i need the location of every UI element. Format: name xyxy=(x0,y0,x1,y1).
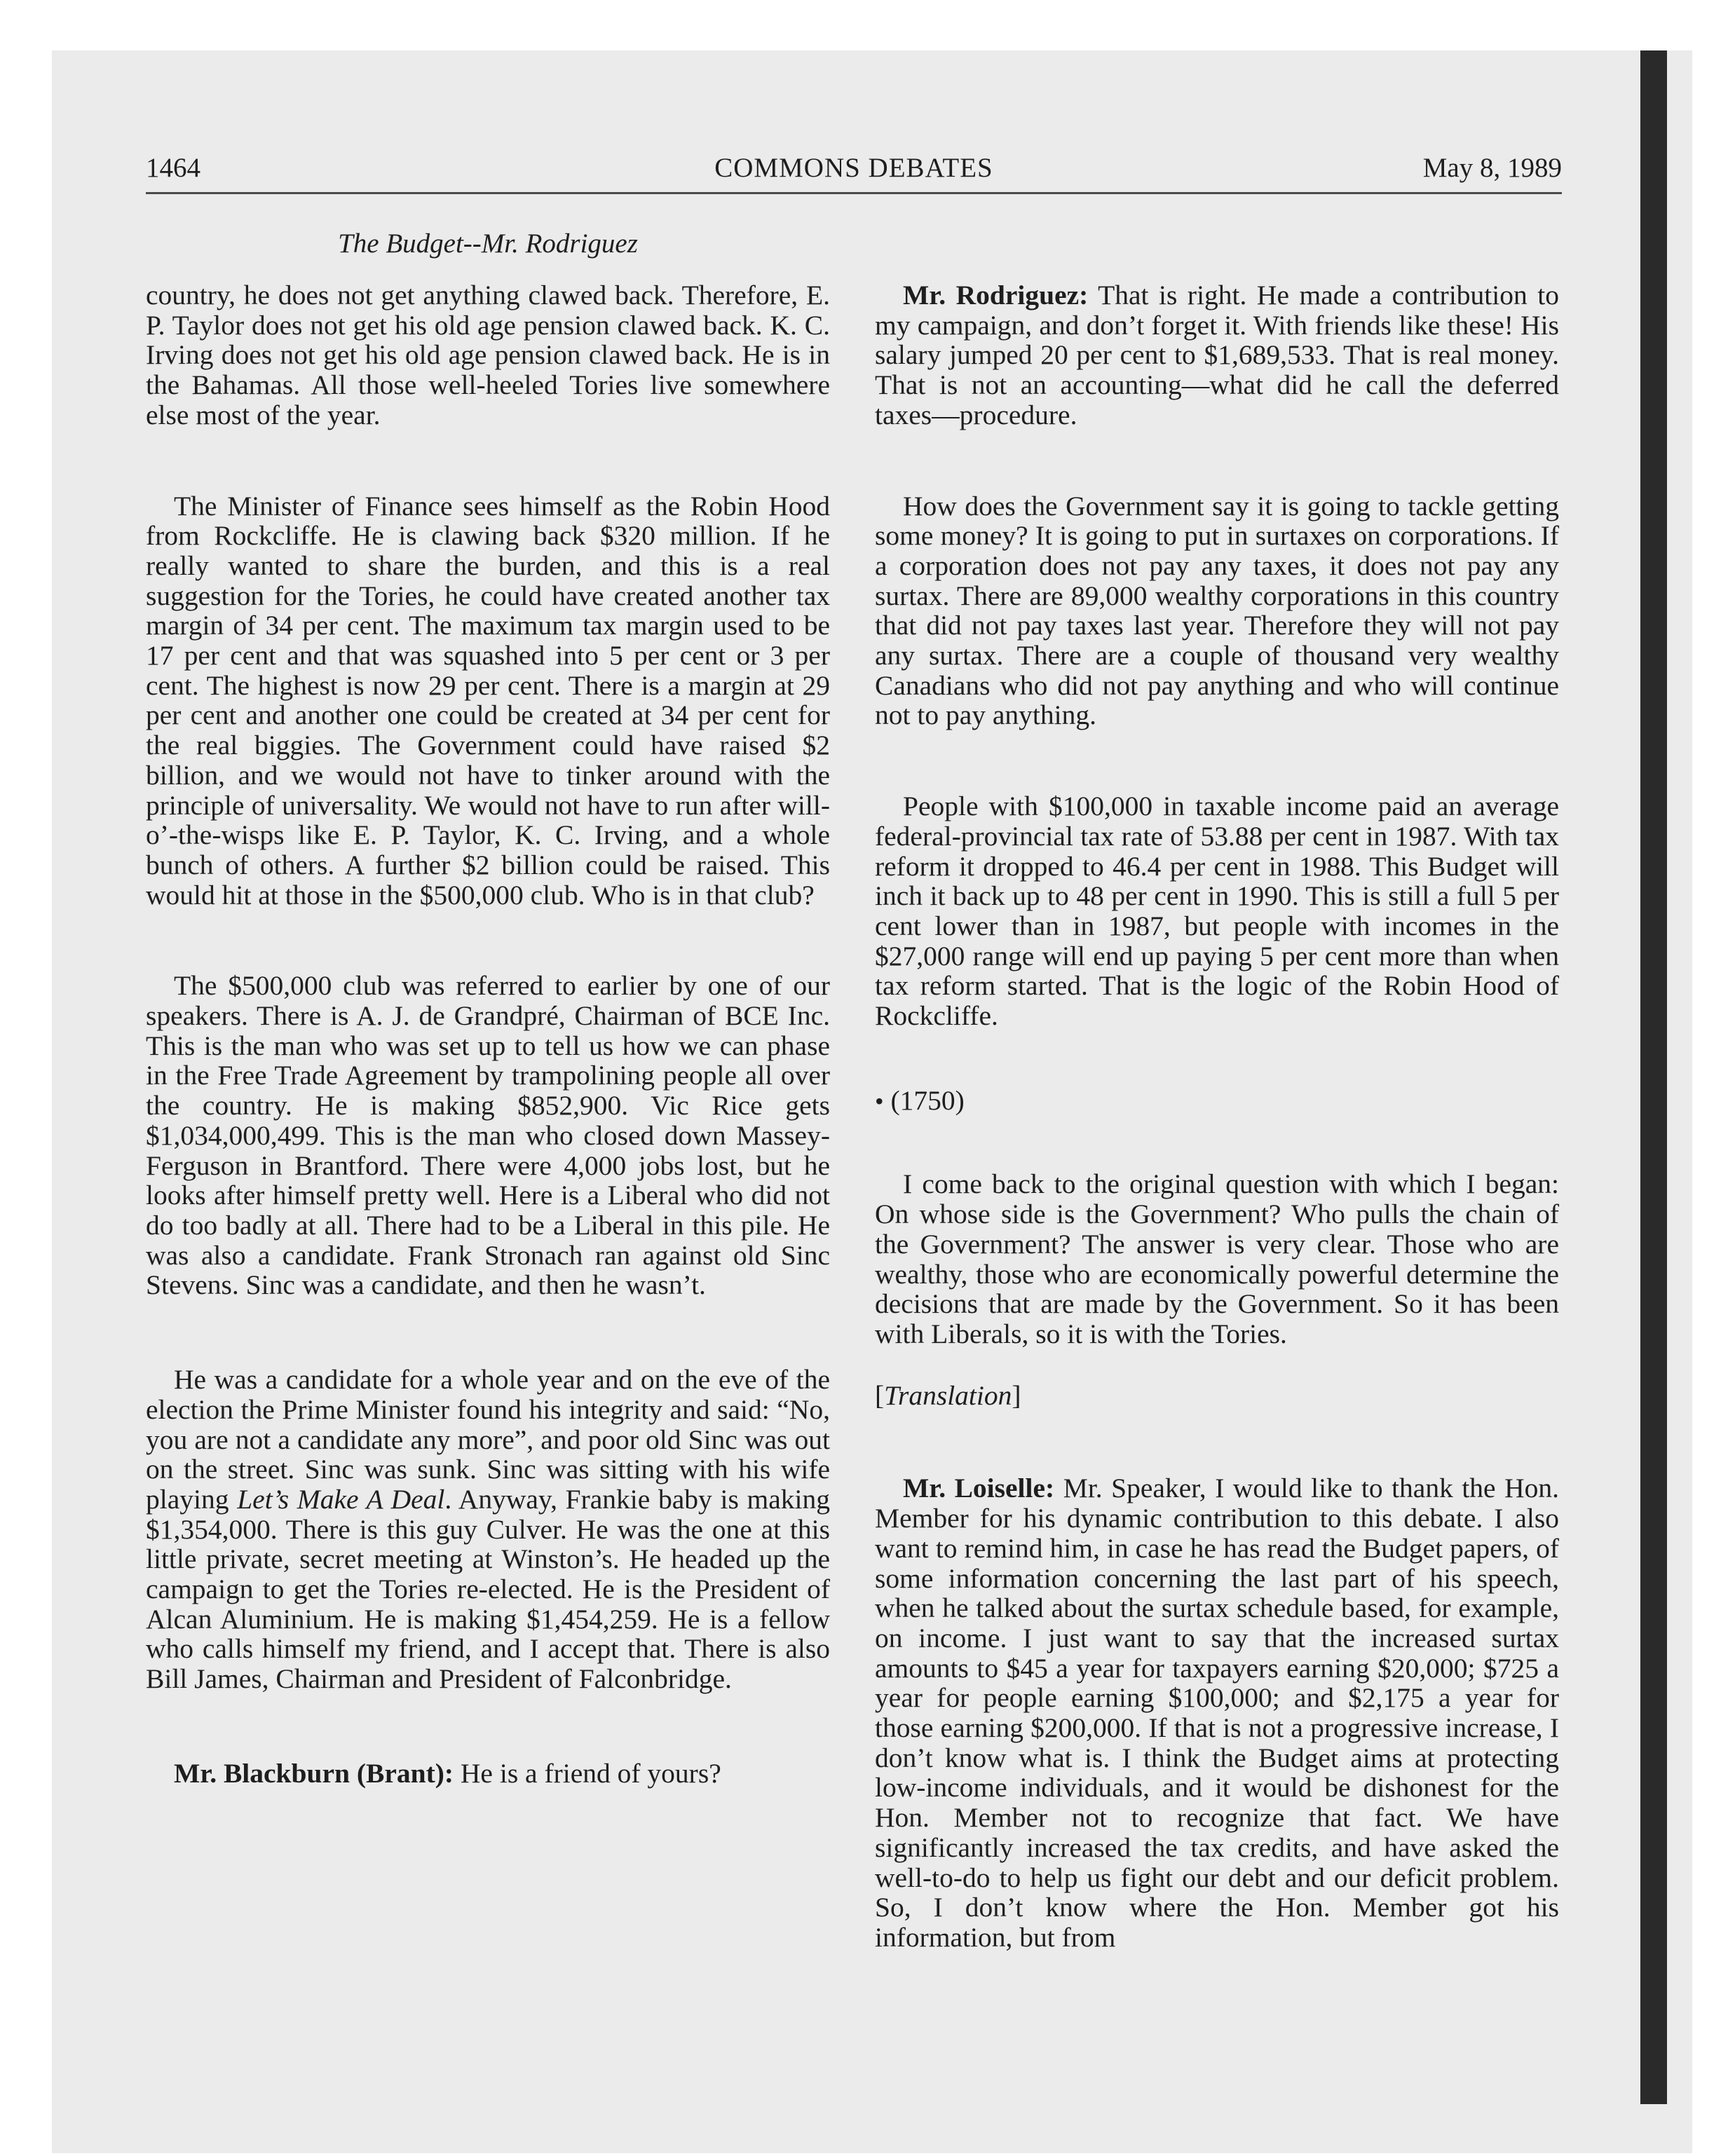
running-head: The Budget--Mr. Rodriguez xyxy=(338,228,638,259)
bracket-open: [ xyxy=(875,1379,885,1411)
paragraph-text: He was a candidate for a whole year and on the eve of the election the Prime Minister found his integrity and said: “No, you are not a candidate any more”, and poor old Sinc was out on the street. Sinc was sunk. Sinc was sitting with his wife playing xyxy=(146,1364,830,1515)
speech-paragraph xyxy=(875,1473,1559,1952)
speaker-name: Mr. Loiselle: xyxy=(903,1473,1055,1504)
bullet-icon: • xyxy=(875,1086,884,1115)
paragraph: People with $100,000 in taxable income paid an average federal-provincial tax rate of 53.88 per cent in 1987. With tax reform it dropped to 46.4 per cent in 1988. This Budget will inch it back up to 48 per cent in 1990. This is still a full 5 per cent lower than in 1987, but people with incomes in the $27,000 range will end up paying 5 per cent more than when tax reform started. That is the logic of the Robin Hood of Rockcliffe. xyxy=(875,791,1559,1032)
translation-label: Translation xyxy=(884,1379,1012,1411)
translation-note xyxy=(875,1381,1559,1411)
page-number: 1464 xyxy=(146,153,200,183)
speech-paragraph xyxy=(875,280,1559,430)
paragraph: How does the Government say it is going to tackle getting some money? It is going to put in surtaxes on corporations. If a corporation does not pay any taxes, it does not pay any surtax. There are 89,000 wealthy corporations in this country that did not pay taxes last year. Therefore they will not pay any surtax. There are a couple of thousand very wealthy Canadians who did not pay anything and who will continue not to pay anything. xyxy=(875,490,1559,731)
speech-text: He is a friend of yours? xyxy=(454,1757,721,1789)
publication-title: COMMONS DEBATES xyxy=(714,153,993,183)
left-column xyxy=(146,280,830,1789)
page-date: May 8, 1989 xyxy=(1422,153,1562,183)
speech-paragraph xyxy=(146,1759,830,1789)
paragraph-text: . Anyway, Frankie baby is making $1,354,000. There is this guy Culver. He was the one at this little private, secret meeting at Winston’s. He headed up the campaign to get the Tories re-elected. He is the President of Alcan Aluminium. He is making $1,454,259. He is a fellow who calls himself my friend, and I accept that. There is also Bill James, Chairman and President of Falconbridge. xyxy=(146,1483,831,1695)
paragraph: The $500,000 club was referred to earlier by one of our speakers. There is A. J. de Grandpré, Chairman of BCE Inc. This is the man who was set up to tell us how we can phase in the Free Trade Agreement by trampolining people all over the country. He is making $852,900. Vic Rice gets $1,034,000,499. This is the man who closed down Massey-Ferguson in Brantford. There were 4,000 jobs lost, but he looks after himself pretty well. Here is a Liberal who did not do too badly at all. There had to be a Liberal in this pile. He was also a candidate. Frank Stronach ran against old Sinc Stevens. Sinc was a candidate, and then he wasn’t. xyxy=(146,970,830,1301)
show-title: Let’s Make A Deal xyxy=(237,1483,445,1515)
speaker-name: Mr. Blackburn (Brant): xyxy=(174,1757,454,1789)
right-column xyxy=(875,280,1559,1953)
bracket-close: ] xyxy=(1012,1379,1021,1411)
speech-text: Mr. Speaker, I would like to thank the Hon. Member for his dynamic contribution to this debate. I also want to remind him, in case he has read the Budget papers, of some information concerning the last part of his speech, when he talked about the surtax schedule based, for example, on income. I just want to say that the increased surtax amounts to $45 a year for taxpayers earning $20,000; $725 a year for people earning $100,000; and $2,175 a year for those earning $200,000. If that is not a progressive increase, I don’t know what is. I think the Budget aims at protecting low-income individuals, and it would be dishonest for the Hon. Member not to recognize that fact. We have significantly increased the tax credits, and have asked the well-to-do to help us fight our debt and our deficit problem. So, I don’t know where the Hon. Member got his information, but from xyxy=(875,1473,1559,1953)
paragraph: country, he does not get anything clawed back. Therefore, E. P. Taylor does not get his old age pension clawed back. K. C. Irving does not get his old age pension clawed back. He is in the Bahamas. All those well-heeled Tories live somewhere else most of the year. xyxy=(146,280,830,430)
page-header xyxy=(146,147,1562,189)
timestamp xyxy=(875,1086,1559,1117)
speaker-name: Mr. Rodriguez: xyxy=(903,280,1089,311)
speech-text: That is right. He made a contribution to my campaign, and don’t forget it. With friends like these! His salary jumped 20 per cent to $1,689,533. That is real money. That is not an accounting—what did he call the deferred taxes—procedure. xyxy=(875,280,1560,430)
paragraph: I come back to the original question with which I began: On whose side is the Government? Who pulls the chain of the Government? The answer is very clear. Those who are wealthy, those who are economically powerful determine the decisions that are made by the Government. So it has been with Liberals, so it is with the Tories. xyxy=(875,1168,1559,1349)
timestamp-text: (1750) xyxy=(890,1084,965,1116)
paragraph xyxy=(146,1365,830,1694)
scan-edge-shadow xyxy=(1640,50,1667,2104)
paragraph: The Minister of Finance sees himself as the Robin Hood from Rockcliffe. He is clawing back $320 million. If he really wanted to share the burden, and this is a real suggestion for the Tories, he could have created another tax margin of 34 per cent. The maximum tax margin used to be 17 per cent and that was squashed into 5 per cent or 3 per cent. The highest is now 29 per cent. There is a margin at 29 per cent and another one could be created at 34 per cent for the real biggies. The Government could have raised $2 billion, and we would not have to tinker around with the principle of universality. We would not have to run after will-o’-the-wisps like E. P. Taylor, K. C. Irving, and a whole bunch of others. A further $2 billion could be raised. This would hit at those in the $500,000 club. Who is in that club? xyxy=(146,490,830,910)
header-rule xyxy=(146,192,1562,194)
